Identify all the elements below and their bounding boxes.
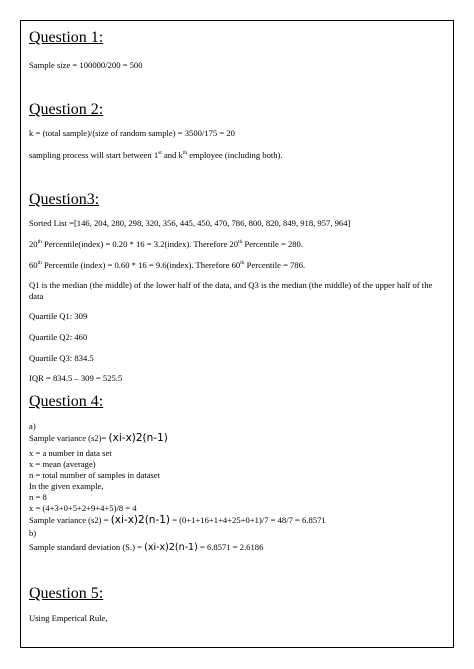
quartile-q1: Quartile Q1: 309	[29, 311, 88, 321]
definition-x: x = a number in data set	[29, 448, 112, 458]
standard-deviation-line: Sample standard deviation (S.) = (xi-x)2(n-1) = 6.8571 = 2.6186	[29, 542, 264, 553]
question-3-heading: Question3:	[29, 191, 100, 208]
question-1-heading: Question 1:	[29, 29, 104, 46]
question-2-line-1: k = (total sample)/(size of random sample) = 3500/175 = 20	[29, 128, 235, 138]
quartile-q2: Quartile Q2: 460	[29, 332, 88, 342]
definition-mean: x = mean (average)	[29, 459, 96, 469]
variance-formula-2-text: (xi-x)2(n-1)	[110, 514, 171, 526]
part-b-label: b)	[29, 528, 37, 538]
sd-formula-text: (xi-x)2(n-1)	[144, 542, 198, 553]
sample-variance-calculation: Sample variance (s2) = (xi-x)2(n-1) = (0+1+16+1+4+25+0+1)/7 = 48/7 = 6.8571	[29, 514, 326, 526]
median-note: Q1 is the median (the middle) of the lower half of the data, and Q3 is the median (the middle) of the upper half of the data	[29, 280, 433, 301]
question-5-text: Using Emperical Rule,	[29, 613, 108, 623]
mean-value: x = (4+3+0+5+2+9+4+5)/8 = 4	[29, 503, 137, 513]
sorted-list: Sorted List =[146, 204, 280, 298, 320, 356, 445, 450, 470, 786, 800, 820, 849, 918, 957, 964]	[29, 218, 351, 228]
quartile-q3: Quartile Q3: 834.5	[29, 353, 94, 363]
question-2-line-2: sampling process will start between 1st and $k^{th}$ employee (including both).	[29, 150, 283, 160]
percentile-20-line: 20th Percentile(index) = 0.20 * 16 = 3.2(index). Therefore 20th Percentile = 280.	[29, 239, 304, 249]
part-a-label: a)	[29, 421, 36, 431]
variance-formula-text: (xi-x)2(n-1)	[108, 432, 168, 444]
n-value: n = 8	[29, 492, 47, 502]
example-intro: In the given example,	[29, 481, 104, 491]
percentile-60-line: 60th Percentile (index) = 0.60 * 16 = 9.6(index). Therefore 60th Percentile = 786.	[29, 260, 306, 270]
question-2-heading: Question 2:	[29, 101, 104, 118]
question-4-heading: Question 4:	[29, 393, 104, 410]
definition-n: n = total number of samples in dataset	[29, 470, 161, 480]
iqr-line: IQR = 834.5 – 309 = 525.5	[29, 373, 123, 383]
question-1-text: Sample size = 100000/200 = 500	[29, 60, 143, 70]
sample-variance-formula: Sample variance (s2)= (xi-x)2(n-1)	[29, 432, 168, 444]
question-5-heading: Question 5:	[29, 585, 104, 602]
document-page	[20, 20, 454, 648]
